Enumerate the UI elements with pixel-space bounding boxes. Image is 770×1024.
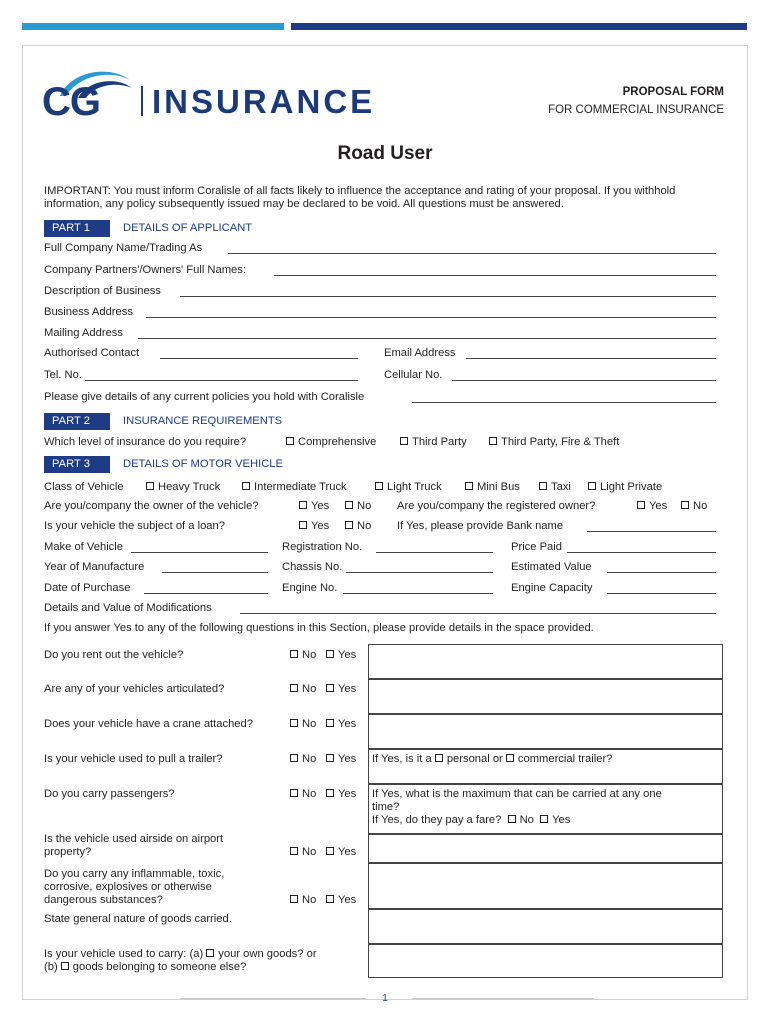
year-field[interactable] [162, 572, 268, 573]
passengers-question: Do you carry passengers? [44, 788, 175, 800]
option-comprehensive[interactable]: Comprehensive [286, 436, 376, 448]
top-brand-bar [291, 23, 747, 30]
estimated-field[interactable] [607, 572, 716, 573]
price-label: Price Paid [511, 541, 562, 553]
trailer-no[interactable]: No [290, 753, 316, 765]
bank-name-label: If Yes, please provide Bank name [397, 520, 564, 532]
hazard-question-line2: corrosive, explosives or otherwise [44, 881, 212, 893]
registration-label: Registration No. [282, 541, 363, 553]
rent-details-box[interactable] [368, 644, 723, 679]
goods-carry-box[interactable] [368, 944, 723, 978]
description-label: Description of Business [44, 285, 161, 297]
class-mini-bus[interactable]: Mini Bus [465, 481, 520, 493]
purchase-date-label: Date of Purchase [44, 582, 131, 594]
airside-question-line1: Is the vehicle used airside on airport [44, 833, 224, 845]
checkbox-icon[interactable] [637, 501, 645, 509]
registration-field[interactable] [376, 552, 493, 553]
estimated-label: Estimated Value [511, 561, 592, 573]
year-label: Year of Manufacture [44, 561, 145, 573]
part3-tag: PART 3 [44, 456, 110, 473]
crane-question: Does your vehicle have a crane attached? [44, 718, 253, 730]
checkbox-icon[interactable] [326, 684, 334, 692]
tel-field[interactable] [85, 380, 358, 381]
engine-no-label: Engine No. [282, 582, 338, 594]
hazard-no[interactable]: No [290, 894, 316, 906]
purchase-date-field[interactable] [144, 593, 268, 594]
authorised-contact-field[interactable] [160, 358, 358, 359]
checkbox-icon[interactable] [326, 650, 334, 658]
registered-owner-question: Are you/company the registered owner? [397, 500, 596, 512]
hazard-yes[interactable]: Yes [326, 894, 356, 906]
checkbox-icon[interactable] [375, 482, 383, 490]
checkbox-icon[interactable] [539, 482, 547, 490]
option-third-party-fire-theft[interactable]: Third Party, Fire & Theft [489, 436, 619, 448]
page-number: 1 [382, 993, 388, 1004]
business-address-label: Business Address [44, 306, 133, 318]
class-of-vehicle-label: Class of Vehicle [44, 481, 124, 493]
goods-nature-box[interactable] [368, 909, 723, 944]
trailer-yes[interactable]: Yes [326, 753, 356, 765]
checkbox-icon[interactable] [61, 962, 69, 970]
registered-yes[interactable]: Yes [637, 500, 667, 512]
logo-divider [141, 86, 143, 116]
important-label: IMPORTANT: [44, 185, 111, 197]
class-heavy-truck[interactable]: Heavy Truck [146, 481, 220, 493]
cellular-label: Cellular No. [384, 369, 443, 381]
make-field[interactable] [131, 552, 268, 553]
checkbox-icon[interactable] [299, 501, 307, 509]
checkbox-icon[interactable] [326, 719, 334, 727]
passengers-detail-2: time? [372, 801, 400, 813]
email-label: Email Address [384, 347, 456, 359]
loan-yes[interactable]: Yes [299, 520, 329, 532]
passengers-yes[interactable]: Yes [326, 788, 356, 800]
class-intermediate-truck[interactable]: Intermediate Truck [242, 481, 347, 493]
instructions-text: If you answer Yes to any of the following questions in this Section, please provide details in the space provided. [44, 622, 594, 634]
checkbox-icon[interactable] [290, 650, 298, 658]
email-field[interactable] [466, 358, 716, 359]
modifications-label: Details and Value of Modifications [44, 602, 212, 614]
chassis-label: Chassis No. [282, 561, 343, 573]
airside-question-line2: property? [44, 846, 92, 858]
option-third-party[interactable]: Third Party [400, 436, 467, 448]
part1-tag: PART 1 [44, 220, 110, 237]
checkbox-icon[interactable] [588, 482, 596, 490]
hazard-question-line1: Do you carry any inflammable, toxic, [44, 868, 225, 880]
current-policies-field[interactable] [412, 402, 716, 403]
crane-yes[interactable]: Yes [326, 718, 356, 730]
class-light-private[interactable]: Light Private [588, 481, 662, 493]
checkbox-icon[interactable] [290, 895, 298, 903]
checkbox-icon[interactable] [681, 501, 689, 509]
form-title: PROPOSAL FORM [622, 86, 724, 98]
price-field[interactable] [567, 552, 716, 553]
owner-question: Are you/company the owner of the vehicle? [44, 500, 259, 512]
rent-no[interactable]: No [290, 649, 316, 661]
part2-tag: PART 2 [44, 413, 110, 430]
articulated-question: Are any of your vehicles articulated? [44, 683, 225, 695]
partners-label: Company Partners'/Owners' Full Names: [44, 264, 246, 276]
checkbox-icon[interactable] [290, 847, 298, 855]
articulated-no[interactable]: No [290, 683, 316, 695]
checkbox-icon[interactable] [299, 521, 307, 529]
company-name-label: Full Company Name/Trading As [44, 242, 203, 254]
important-notice [44, 185, 734, 211]
description-field[interactable] [180, 296, 716, 297]
articulated-yes[interactable]: Yes [326, 683, 356, 695]
owner-no[interactable]: No [345, 500, 371, 512]
hazard-question-line3: dangerous substances? [44, 894, 163, 906]
authorised-contact-label: Authorised Contact [44, 347, 140, 359]
loan-question: Is your vehicle the subject of a loan? [44, 520, 225, 532]
insurance-level-question: Which level of insurance do you require? [44, 436, 247, 448]
company-logo [42, 66, 402, 122]
mailing-address-label: Mailing Address [44, 327, 123, 339]
checkbox-icon[interactable] [290, 684, 298, 692]
checkbox-icon[interactable] [326, 895, 334, 903]
rent-question: Do you rent out the vehicle? [44, 649, 184, 661]
modifications-field[interactable] [240, 613, 716, 614]
checkbox-icon[interactable] [489, 437, 497, 445]
carry-question-line2: (b) goods belonging to someone else? [44, 961, 247, 973]
airside-yes[interactable]: Yes [326, 846, 356, 858]
passengers-fare: If Yes, do they pay a fare? No Yes [372, 814, 571, 826]
crane-details-box[interactable] [368, 714, 723, 749]
cellular-field[interactable] [452, 380, 716, 381]
checkbox-icon[interactable] [286, 437, 294, 445]
tel-label: Tel. No. [44, 369, 82, 381]
checkbox-icon[interactable] [435, 754, 443, 762]
form-subtitle: FOR COMMERCIAL INSURANCE [548, 104, 724, 116]
class-taxi[interactable]: Taxi [539, 481, 571, 493]
passengers-no[interactable]: No [290, 788, 316, 800]
engine-no-field[interactable] [343, 593, 493, 594]
checkbox-icon[interactable] [146, 482, 154, 490]
checkbox-icon[interactable] [242, 482, 250, 490]
registered-no[interactable]: No [681, 500, 707, 512]
top-accent-bar [22, 23, 284, 30]
part3-label: DETAILS OF MOTOR VEHICLE [123, 458, 283, 470]
crane-no[interactable]: No [290, 718, 316, 730]
checkbox-icon[interactable] [290, 719, 298, 727]
part2-label: INSURANCE REQUIREMENTS [123, 415, 283, 427]
make-label: Make of Vehicle [44, 541, 123, 553]
logo-cg-text: CG [42, 80, 100, 124]
checkbox-icon[interactable] [206, 949, 214, 957]
page-title: Road User [337, 143, 433, 164]
checkbox-icon[interactable] [508, 815, 516, 823]
logo-insurance-text: INSURANCE [152, 83, 376, 120]
trailer-detail: If Yes, is it a personal or commercial trailer? [372, 753, 613, 765]
bank-name-field[interactable] [587, 531, 716, 532]
trailer-question: Is your vehicle used to pull a trailer? [44, 753, 223, 765]
important-text: You must inform Coralisle of all facts likely to influence the acceptance and rating of your proposal. If you withhold information, any policy subsequently issued may be declared to be void. All questions must be answered. [44, 185, 676, 210]
current-policies-label: Please give details of any current policies you hold with Coralisle [44, 391, 365, 403]
mailing-address-field[interactable] [138, 338, 716, 339]
checkbox-icon[interactable] [326, 847, 334, 855]
passengers-detail-1: If Yes, what is the maximum that can be carried at any one [372, 788, 662, 800]
airside-details-box[interactable] [368, 834, 723, 863]
partners-field[interactable] [274, 275, 716, 276]
chassis-field[interactable] [346, 572, 493, 573]
checkbox-icon[interactable] [540, 815, 548, 823]
checkbox-icon[interactable] [326, 754, 334, 762]
company-name-field[interactable] [228, 253, 716, 254]
loan-no[interactable]: No [345, 520, 371, 532]
hazard-details-box[interactable] [368, 863, 723, 909]
part1-label: DETAILS OF APPLICANT [123, 222, 253, 234]
checkbox-icon[interactable] [465, 482, 473, 490]
checkbox-icon[interactable] [290, 789, 298, 797]
checkbox-icon[interactable] [506, 754, 514, 762]
checkbox-icon[interactable] [290, 754, 298, 762]
airside-no[interactable]: No [290, 846, 316, 858]
class-light-truck[interactable]: Light Truck [375, 481, 442, 493]
engine-capacity-label: Engine Capacity [511, 582, 593, 594]
checkbox-icon[interactable] [326, 789, 334, 797]
carry-question-line1: Is your vehicle used to carry: (a) your own goods? or [44, 948, 317, 960]
owner-yes[interactable]: Yes [299, 500, 329, 512]
articulated-details-box[interactable] [368, 679, 723, 714]
checkbox-icon[interactable] [345, 521, 353, 529]
engine-capacity-field[interactable] [607, 593, 716, 594]
checkbox-icon[interactable] [400, 437, 408, 445]
business-address-field[interactable] [146, 317, 716, 318]
checkbox-icon[interactable] [345, 501, 353, 509]
rent-yes[interactable]: Yes [326, 649, 356, 661]
goods-nature-question: State general nature of goods carried. [44, 913, 232, 925]
